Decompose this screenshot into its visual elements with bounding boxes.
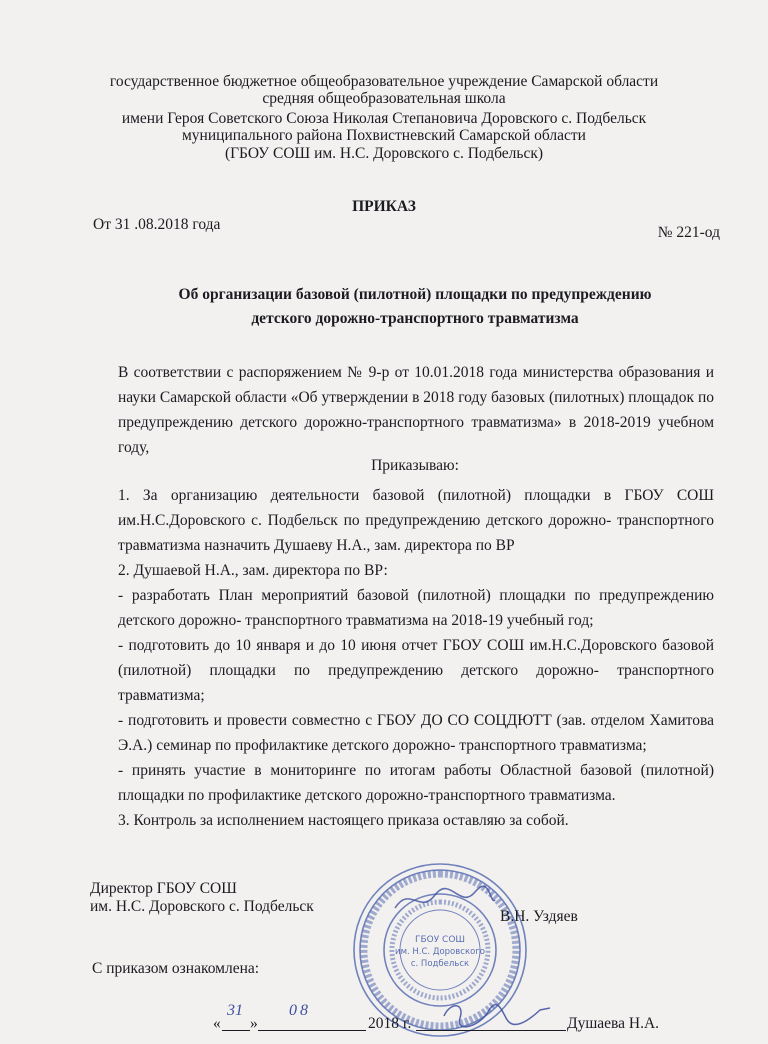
item-line: травматизма назначить Душаеву Н.А., зам. директора по ВР (118, 537, 515, 554)
stamp-center-line-3: с. Подбельск (410, 959, 470, 969)
signature-position-line-2: им. Н.С. Доровского с. Подбельск (90, 898, 314, 915)
item-line: - принять участие в мониторинге по итогам работы Областной базовой (пилотной) (118, 762, 714, 779)
director-name: В.Н. Уздяев (500, 908, 578, 925)
header-line-5: (ГБОУ СОШ им. Н.С. Доровского с. Подбельск) (224, 145, 544, 162)
stamp-center-line-1: ГБОУ СОШ (414, 935, 466, 945)
ack-signature (440, 998, 555, 1032)
ack-quote-open: « (213, 1015, 221, 1032)
ack-day-underline (222, 1030, 250, 1031)
item-line: (пилотной) площадки по предупреждению детского дорожно- транспортного травматизма; (118, 662, 714, 704)
director-signature (390, 880, 500, 920)
order-subject-line-1: Об организации базовой (пилотной) площадки по предупреждению (178, 286, 652, 303)
order-number: № 221-од (657, 224, 720, 241)
intro-line: науки Самарской области «Об утверждении в 2018 году базовых (пилотных) площадок по (118, 389, 714, 406)
item-line: детского дорожно- транспортного травматизма на 2018-19 учебный год; (118, 612, 594, 629)
intro-line: году, (118, 439, 150, 456)
item-line: 1. За организацию деятельности базовой (пилотной) площадки в ГБОУ СОШ (118, 487, 714, 504)
ack-year: 2018 г. (368, 1015, 412, 1032)
ack-person: Душаева Н.А. (567, 1015, 660, 1032)
item-line: - подготовить и провести совместно с ГБОУ ДО СО СОЦДЮТТ (зав. отделом Хамитова (118, 712, 714, 729)
header-line-3: имени Героя Советского Союза Николая Степановича Доровского с. Подбельск (121, 110, 647, 127)
intro-line: В соответствии с распоряжением № 9-р от 10.01.2018 года министерства образования и (118, 364, 714, 381)
ack-month: 08 (289, 1002, 311, 1019)
order-title: ПРИКАЗ (352, 198, 416, 215)
item-line: Э.А.) семинар по профилактике детского дорожно- транспортного травматизма; (118, 737, 647, 754)
stamp-center-line-2: им. Н.С. Доровского (395, 947, 485, 957)
header-line-1: государственное бюджетное общеобразовательное учреждение Самарской области (109, 73, 659, 90)
header-line-2: средняя общеобразовательная школа (262, 90, 506, 107)
order-date: От 31 .08.2018 года (93, 216, 221, 233)
intro-paragraph (118, 360, 714, 460)
item-line: 2. Душаевой Н.А., зам. директора по ВР: (118, 562, 388, 579)
ack-day: 31 (227, 1002, 243, 1019)
ack-quote-close: » (250, 1015, 258, 1032)
acknowledgement-label: С приказом ознакомлена: (92, 960, 260, 977)
item-line: площадки по профилактике детского дорожно-транспортного травматизма. (118, 787, 616, 804)
signature-position-line-1: Директор ГБОУ СОШ (90, 880, 237, 897)
ack-month-underline (258, 1030, 366, 1031)
item-line: им.Н.С.Доровского с. Подбельск по предупреждению детского дорожно- транспортного (118, 512, 714, 529)
header-line-4: муниципального района Похвистневский Самарской области (182, 127, 586, 144)
order-items (118, 483, 714, 833)
order-subject-line-2: детского дорожно-транспортного травматизма (251, 310, 579, 327)
item-line: - подготовить до 10 января и до 10 июня отчет ГБОУ СОШ им.Н.С.Доровского базовой (118, 637, 714, 654)
intro-line: предупреждению детского дорожно-транспортного травматизма» в 2018-2019 учебном (118, 414, 714, 431)
order-word: Приказываю: (371, 457, 459, 474)
item-line: - разработать План мероприятий базовой (пилотной) площадки по предупреждению (118, 587, 714, 604)
item-line: 3. Контроль за исполнением настоящего приказа оставляю за собой. (118, 812, 569, 829)
